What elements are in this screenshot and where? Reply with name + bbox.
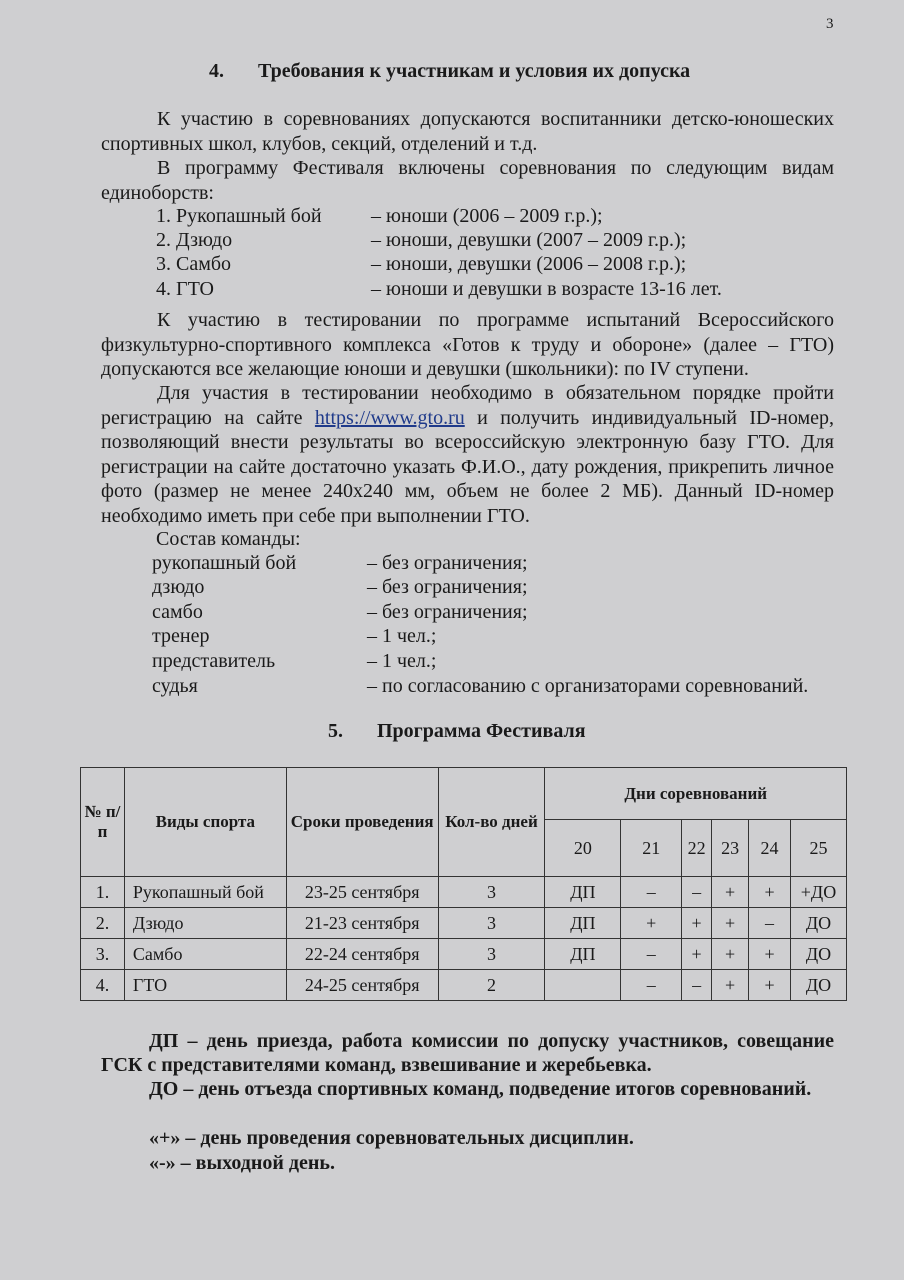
paragraph-gto-testing: К участию в тестировании по программе испытаний Всероссийского физкультурно-спортивного комплекса «Готов к труду и обороне» (далее – ГТО) допускаются все желающие юноши и девушки (школьники): по IV ступени. <box>101 309 834 380</box>
header-num: № п/п <box>81 768 125 877</box>
team-item: судья – по согласованию с организаторами соревнований. <box>152 675 809 697</box>
paragraph-participants: К участию в соревнованиях допускаются воспитанники детско-юношеских спортивных школ, клубов, секций, отделений и т.д. <box>101 108 834 155</box>
legend-minus: «-» – выходной день. <box>149 1152 335 1174</box>
section-5-number: 5. <box>328 720 343 742</box>
paragraph-program: В программу Фестиваля включены соревнования по следующим видам единоборств: <box>101 157 834 204</box>
section-5-title: Программа Фестиваля <box>377 720 586 742</box>
sport-item: 4. ГТО – юноши и девушки в возрасте 13-16 лет. <box>156 278 722 300</box>
header-day: 20 <box>545 820 621 877</box>
header-day: 21 <box>621 820 682 877</box>
header-day: 25 <box>790 820 846 877</box>
table-row: 3. Самбо 22-24 сентября 3 ДП – + + + ДО <box>81 939 847 970</box>
team-item: тренер – 1 чел.; <box>152 625 437 647</box>
header-sport: Виды спорта <box>124 768 286 877</box>
sport-item: 3. Самбо – юноши, девушки (2006 – 2008 г.р.); <box>156 253 687 275</box>
table-row: 2. Дзюдо 21-23 сентября 3 ДП + + + – ДО <box>81 908 847 939</box>
header-day: 23 <box>712 820 749 877</box>
team-title: Состав команды: <box>156 528 301 550</box>
header-dates: Сроки проведения <box>286 768 438 877</box>
team-item: дзюдо – без ограничения; <box>152 576 528 598</box>
page-number: 3 <box>826 16 834 32</box>
gto-site-link[interactable]: https://www.gto.ru <box>314 406 465 429</box>
header-competition-days: Дни соревнований <box>545 768 847 820</box>
section-4-title: Требования к участникам и условия их допуска <box>258 60 691 82</box>
header-days-count: Кол-во дней <box>438 768 545 877</box>
header-day: 24 <box>749 820 791 877</box>
team-item: рукопашный бой – без ограничения; <box>152 552 528 574</box>
section-4-heading <box>209 60 690 83</box>
sport-item: 2. Дзюдо – юноши, девушки (2007 – 2009 г.р.); <box>156 229 687 251</box>
section-4-number: 4. <box>209 60 224 82</box>
team-item: самбо – без ограничения; <box>152 601 528 623</box>
team-item: представитель – 1 чел.; <box>152 650 437 672</box>
header-day: 22 <box>682 820 712 877</box>
program-table <box>80 767 847 1001</box>
legend-dp: ДП – день приезда, работа комиссии по допуску участников, совещание ГСК с представителями команд, взвешивание и жеребьевка. <box>101 1030 834 1076</box>
paragraph-registration: Для участия в тестировании необходимо в обязательном порядке пройти регистрацию на сайте https://www.gto.ru и получить индивидуальный ID-номер, позволяющий внести результаты во всероссийскую электронную базу ГТО. Для регистрации на сайте достаточно указать Ф.И.О., дату рождения, прикрепить личное фото (размер не менее 240х240 мм, объем не более 2 МБ). Данный ID-номер необходимо иметь при себе при выполнении ГТО. <box>101 382 834 527</box>
table-row: 4. ГТО 24-25 сентября 2 – – + + ДО <box>81 970 847 1001</box>
section-5-heading <box>328 720 586 743</box>
table-row: 1. Рукопашный бой 23-25 сентября 3 ДП – – + + +ДО <box>81 877 847 908</box>
sport-item: 1. Рукопашный бой – юноши (2006 – 2009 г.р.); <box>156 205 603 227</box>
legend-do: ДО – день отъезда спортивных команд, подведение итогов соревнований. <box>149 1078 812 1100</box>
legend-plus: «+» – день проведения соревновательных дисциплин. <box>149 1127 634 1149</box>
